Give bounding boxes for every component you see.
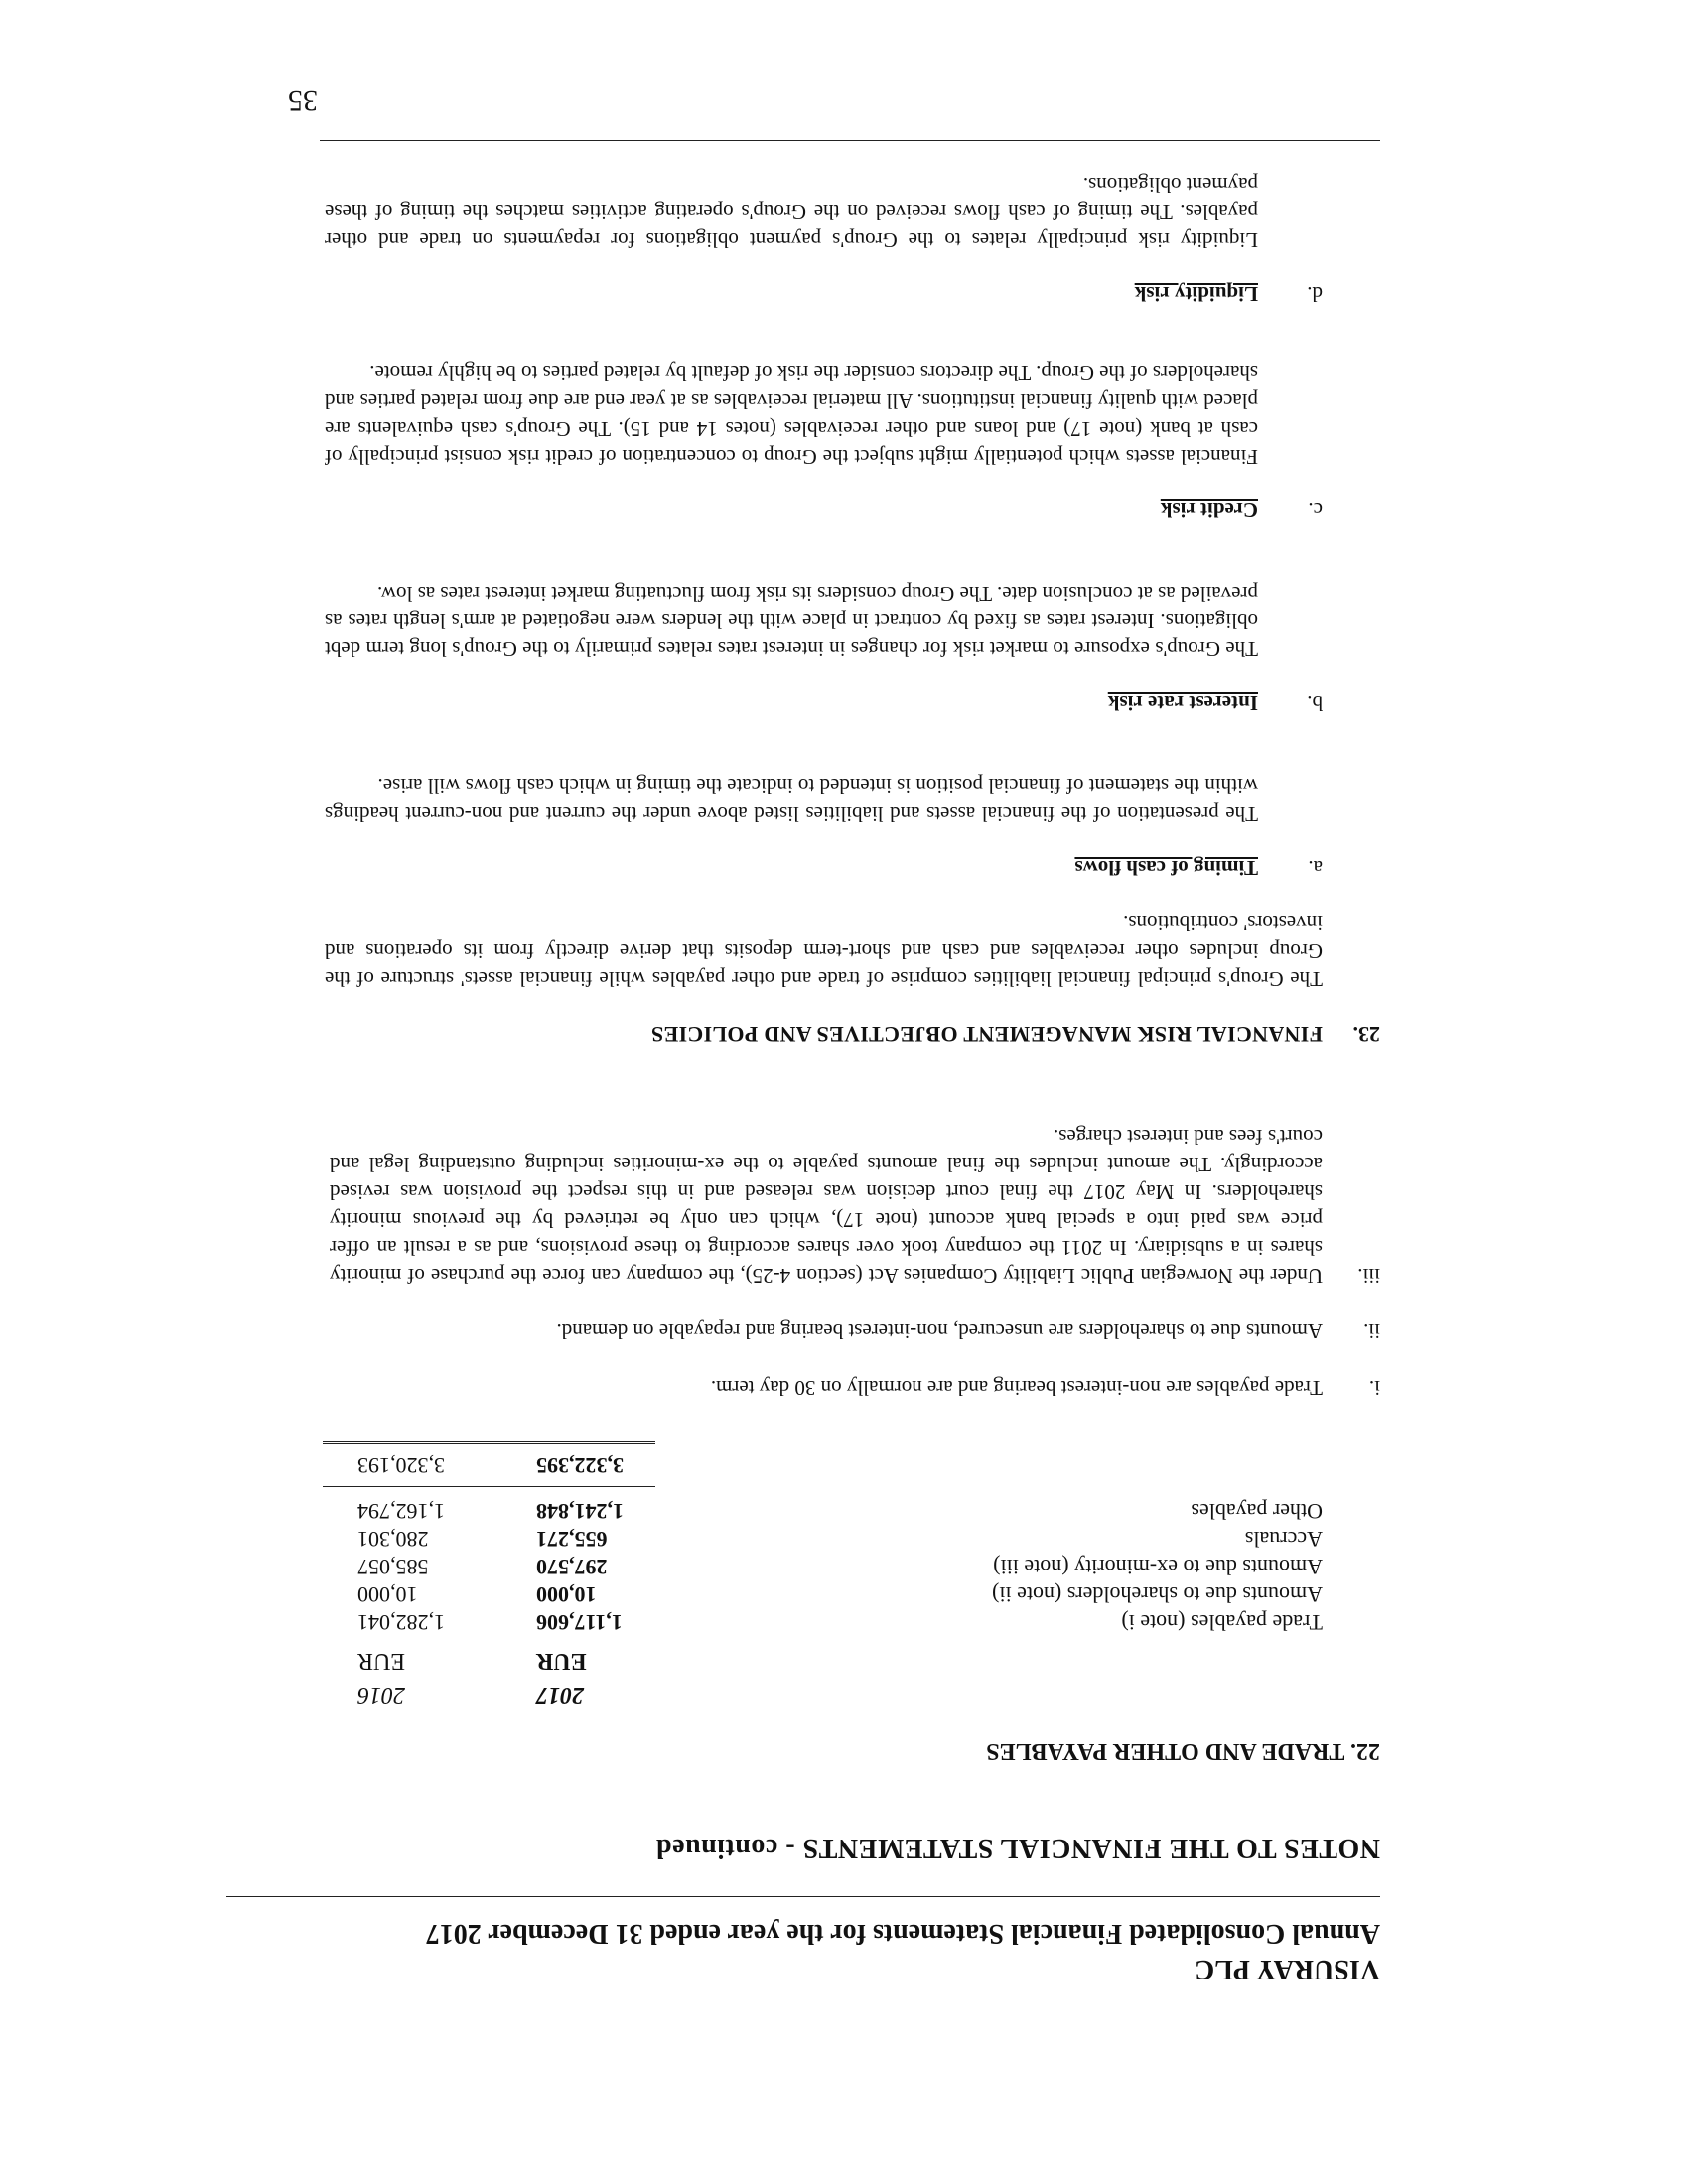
company-name: VISURAY PLC bbox=[1195, 1954, 1380, 1984]
subsection-text: The Group's exposure to market risk for changes in interest rates relates primarily to the Group's long term debt obligations. Interest rates as fixed by contract in place with the lenders were negotiated at arm's length rates as prevailed as at conclusion date. The Group considers its risk from fluctuating market interest rates as low. bbox=[325, 582, 1258, 661]
subsection-letter: b. bbox=[1307, 691, 1323, 715]
note-number: i. bbox=[1368, 1376, 1380, 1400]
section-23-intro: The Group's principal financial liabilities comprise of trade and other payables while financial assets' structure of the Group includes other receivables and cash and short-term deposits that derive directly from its operations and investors' contributions. bbox=[325, 911, 1323, 991]
table-cell-prior: 1,162,794 bbox=[357, 1499, 445, 1524]
page-number: 35 bbox=[288, 84, 318, 117]
subsection-letter: a. bbox=[1308, 856, 1323, 880]
table-row-label: Amounts due to shareholders (note ii) bbox=[992, 1582, 1323, 1607]
report-subtitle: Annual Consolidated Financial Statements for the year ended 31 December 2017 bbox=[425, 1918, 1380, 1949]
section-23-number: 23. bbox=[1352, 1023, 1380, 1047]
table-cell-prior: 1,282,041 bbox=[357, 1610, 445, 1635]
subtotal-rule bbox=[323, 1486, 655, 1487]
table-row-label: Other payables bbox=[1191, 1499, 1323, 1524]
table-cell-current: 1,117,606 bbox=[536, 1610, 623, 1635]
total-double-rule bbox=[323, 1441, 655, 1444]
table-row-label: Accruals bbox=[1244, 1527, 1323, 1552]
subsection-letter: c. bbox=[1308, 498, 1323, 522]
section-23-heading: FINANCIAL RISK MANAGEMENT OBJECTIVES AND POLICIES bbox=[650, 1023, 1323, 1047]
notes-title: NOTES TO THE FINANCIAL STATEMENTS - continued bbox=[655, 1833, 1380, 1863]
footer-divider bbox=[320, 140, 1380, 141]
subsection-heading: Timing of cash flows bbox=[1074, 856, 1258, 880]
subsection-heading: Liquidity risk bbox=[1134, 282, 1258, 306]
column-year-current: 2017 bbox=[536, 1682, 584, 1707]
column-year-prior: 2016 bbox=[357, 1682, 405, 1707]
subsection-heading: Credit risk bbox=[1160, 498, 1258, 522]
note-text: Under the Norwegian Public Liability Companies Act (section 4-25), the company can force the purchase of minority shares in a subsidiary. In 2011 the company took over shares according to these provisions, and as a result an offer price was paid into a special bank account (note 17), which can only be retrieved by the previous minority shareholders. In May 2017 the final court decision was released and in this respect the provision was revised accordingly. The amount includes the final amounts payable to the ex-minorities including outstanding legal and court's fees and interest charges. bbox=[330, 1125, 1323, 1288]
note-text: Amounts due to shareholders are unsecured, non-interest bearing and repayable on demand. bbox=[556, 1319, 1323, 1343]
column-currency-current: EUR bbox=[536, 1648, 587, 1674]
table-row-label: Amounts due to ex-minority (note iii) bbox=[993, 1555, 1323, 1579]
table-row-label: Trade payables (note i) bbox=[1121, 1610, 1323, 1635]
table-cell-current: 10,000 bbox=[536, 1582, 597, 1607]
table-cell-current: 655,271 bbox=[536, 1527, 608, 1552]
header-divider bbox=[226, 1896, 1380, 1897]
note-number: ii. bbox=[1363, 1319, 1380, 1343]
note-text: Trade payables are non-interest bearing and are normally on 30 day term. bbox=[710, 1376, 1323, 1400]
subsection-text: The presentation of the financial assets and liabilities listed above under the current and non-current headings within the statement of financial position is intended to indicate the timing in which cash flows will arise. bbox=[325, 774, 1258, 826]
section-22-heading: 22. TRADE AND OTHER PAYABLES bbox=[986, 1738, 1380, 1764]
subsection-heading: Interest rate risk bbox=[1107, 691, 1258, 715]
subsection-letter: d. bbox=[1307, 282, 1323, 306]
column-currency-prior: EUR bbox=[357, 1648, 405, 1674]
table-total-current: 3,322,395 bbox=[536, 1453, 624, 1478]
table-cell-prior: 10,000 bbox=[357, 1582, 418, 1607]
table-cell-prior: 280,301 bbox=[357, 1527, 429, 1552]
table-cell-current: 1,241,848 bbox=[536, 1499, 624, 1524]
subsection-text: Liquidity risk principally relates to the Group's payment obligations for repayments on trade and other payables. The timing of cash flows received on the Group's operating activities matches the timing of these payment obligations. bbox=[325, 173, 1258, 252]
note-number: iii. bbox=[1357, 1264, 1380, 1288]
table-cell-prior: 585,057 bbox=[357, 1555, 429, 1579]
subsection-text: Financial assets which potentially might subject the Group to concentration of credit risk consist principally of cash at bank (note 17) and loans and other receivables (notes 14 and 15). The Group's cash equivalents are placed with quality financial institutions. All material receivables as at year end are due from related parties and shareholders of the Group. The directors consider the risk of default by related parties to be highly remote. bbox=[325, 361, 1258, 469]
table-total-prior: 3,320,193 bbox=[357, 1453, 445, 1478]
table-cell-current: 297,570 bbox=[536, 1555, 608, 1579]
